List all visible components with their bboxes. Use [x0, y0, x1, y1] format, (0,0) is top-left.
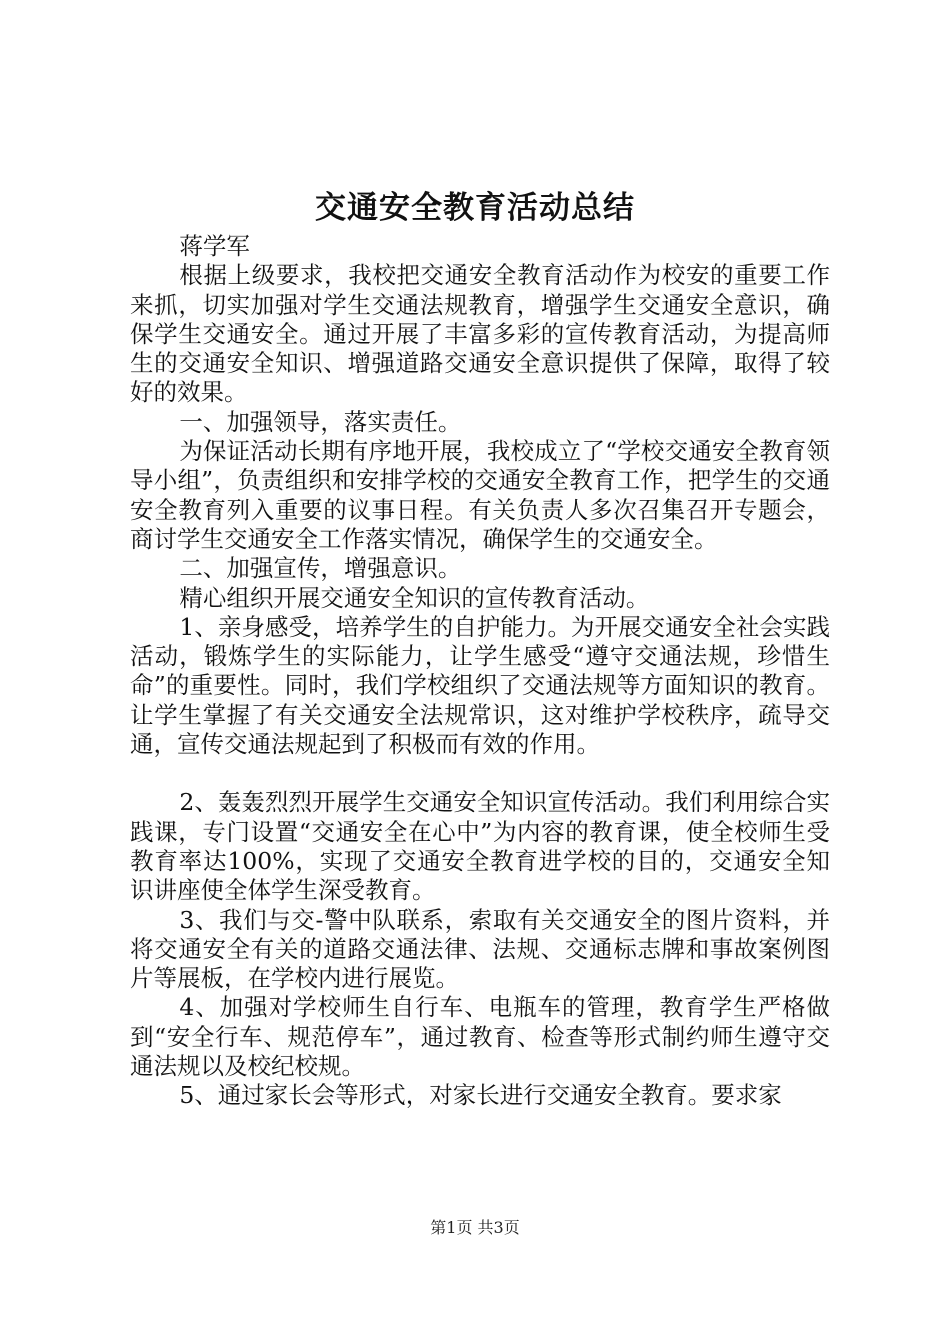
page-number-footer: 第1页 共3页	[430, 1218, 520, 1237]
list-item-4: 4、加强对学校师生自行车、电瓶车的管理，教育学生严格做到“安全行车、规范停车”，通过教育、检查等形式制约师生遵守交通法规以及校纪校规。	[130, 993, 830, 1081]
list-item-2: 2、轰轰烈烈开展学生交通安全知识宣传活动。我们利用综合实践课，专门设置“交通安全在心中”为内容的教育课，使全校师生受教育率达100%，实现了交通安全教育进学校的目的，交通安全知识讲座使全体学生深受教育。	[130, 788, 830, 905]
paragraph-section-1: 为保证活动长期有序地开展，我校成立了“学校交通安全教育领导小组”，负责组织和安排学校的交通安全教育工作，把学生的交通安全教育列入重要的议事日程。有关负责人多次召集召开专题会，商讨学生交通安全工作落实情况，确保学生的交通安全。	[130, 437, 830, 553]
list-item-1: 1、亲身感受，培养学生的自护能力。为开展交通安全社会实践活动，锻炼学生的实际能力，让学生感受“遵守交通法规，珍惜生命”的重要性。同时，我们学校组织了交通法规等方面知识的教育。让学生掌握了有关交通安全法规常识，这对维护学校秩序，疏导交通，宣传交通法规起到了积极而有效的作用。	[130, 612, 830, 759]
paragraph-section-2-intro: 精心组织开展交通安全知识的宣传教育活动。	[179, 583, 650, 612]
section-heading-2: 二、加强宣传，增强意识。	[179, 554, 462, 583]
list-item-3: 3、我们与交-警中队联系，索取有关交通安全的图片资料，并将交通安全有关的道路交通法律、法规、交通标志牌和事故案例图片等展板，在学校内进行展览。	[130, 905, 830, 993]
document-title: 交通安全教育活动总结	[315, 190, 635, 226]
document-body	[130, 232, 830, 1111]
section-heading-1: 一、加强领导，落实责任。	[179, 407, 462, 436]
list-item-5: 5、通过家长会等形式，对家长进行交通安全教育。要求家	[179, 1081, 782, 1110]
paragraph-intro: 根据上级要求，我校把交通安全教育活动作为校安的重要工作来抓，切实加强对学生交通法规教育，增强学生交通安全意识，确保学生交通安全。通过开展了丰富多彩的宣传教育活动，为提高师生的交通安全知识、增强道路交通安全意识提供了保障，取得了较好的效果。	[130, 261, 830, 407]
author-line: 蒋学军	[179, 232, 250, 260]
